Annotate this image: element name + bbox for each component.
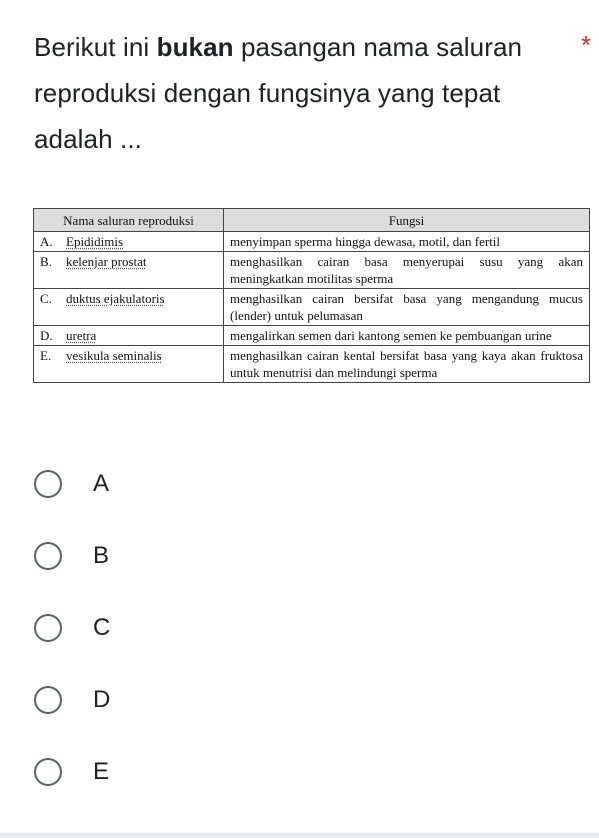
answer-options <box>34 448 110 808</box>
row-name: kelenjar prostat <box>66 254 147 269</box>
reproduction-table <box>33 208 590 383</box>
row-letter: E. <box>40 348 52 363</box>
row-letter: B. <box>40 254 52 269</box>
table-header-function: Fungsi <box>224 209 590 232</box>
row-letter: A. <box>40 234 53 249</box>
question-text-before: Berikut ini <box>34 32 157 62</box>
row-name: uretra <box>66 328 97 343</box>
table-row <box>34 252 590 289</box>
table-cell-function: mengalirkan semen dari kantong semen ke pembuangan urine <box>224 326 590 346</box>
table-cell-name <box>34 326 224 346</box>
table-cell-name <box>34 232 224 252</box>
table-cell-name <box>34 252 224 289</box>
radio-button-icon[interactable] <box>34 758 62 786</box>
table-cell-function: menghasilkan cairan bersifat basa yang mengandung mucus (lender) untuk pelumasan <box>224 289 590 326</box>
table-row <box>34 232 590 252</box>
row-name: duktus ejakulatoris <box>66 291 165 306</box>
table-cell-name <box>34 346 224 383</box>
question-text-bold: bukan <box>156 32 234 62</box>
row-name: vesikula seminalis <box>66 348 162 363</box>
question-text <box>34 24 534 162</box>
option-b[interactable] <box>34 520 110 592</box>
option-label: C <box>93 614 111 641</box>
table-row <box>34 346 590 383</box>
radio-button-icon[interactable] <box>34 470 62 498</box>
option-e[interactable] <box>34 736 110 808</box>
question-text-after: pasangan nama saluran reproduksi dengan fungsinya yang tepat adalah ... <box>34 32 523 154</box>
table-row <box>34 326 590 346</box>
table-cell-function: menghasilkan cairan kental bersifat basa yang kaya akan fruktosa untuk menutrisi dan melindungi sperma <box>224 346 590 383</box>
option-a[interactable] <box>34 448 110 520</box>
bottom-divider <box>0 833 599 838</box>
question-image-table <box>33 208 589 383</box>
row-letter: D. <box>40 328 53 343</box>
table-header-name: Nama saluran reproduksi <box>34 209 224 232</box>
table-header-row <box>34 209 590 232</box>
table-cell-name <box>34 289 224 326</box>
table-row <box>34 289 590 326</box>
option-label: B <box>93 542 110 569</box>
option-label: D <box>93 686 111 713</box>
radio-button-icon[interactable] <box>34 542 62 570</box>
table-cell-function: menyimpan sperma hingga dewasa, motil, dan fertil <box>224 232 590 252</box>
option-label: A <box>93 470 110 497</box>
option-c[interactable] <box>34 592 110 664</box>
option-d[interactable] <box>34 664 110 736</box>
row-name: Epididimis <box>66 234 124 249</box>
radio-button-icon[interactable] <box>34 614 62 642</box>
option-label: E <box>93 758 110 785</box>
table-cell-function: menghasilkan cairan basa menyerupai susu yang akan meningkatkan motilitas sperma <box>224 252 590 289</box>
row-letter: C. <box>40 291 52 306</box>
required-asterisk: * <box>581 30 592 60</box>
radio-button-icon[interactable] <box>34 686 62 714</box>
